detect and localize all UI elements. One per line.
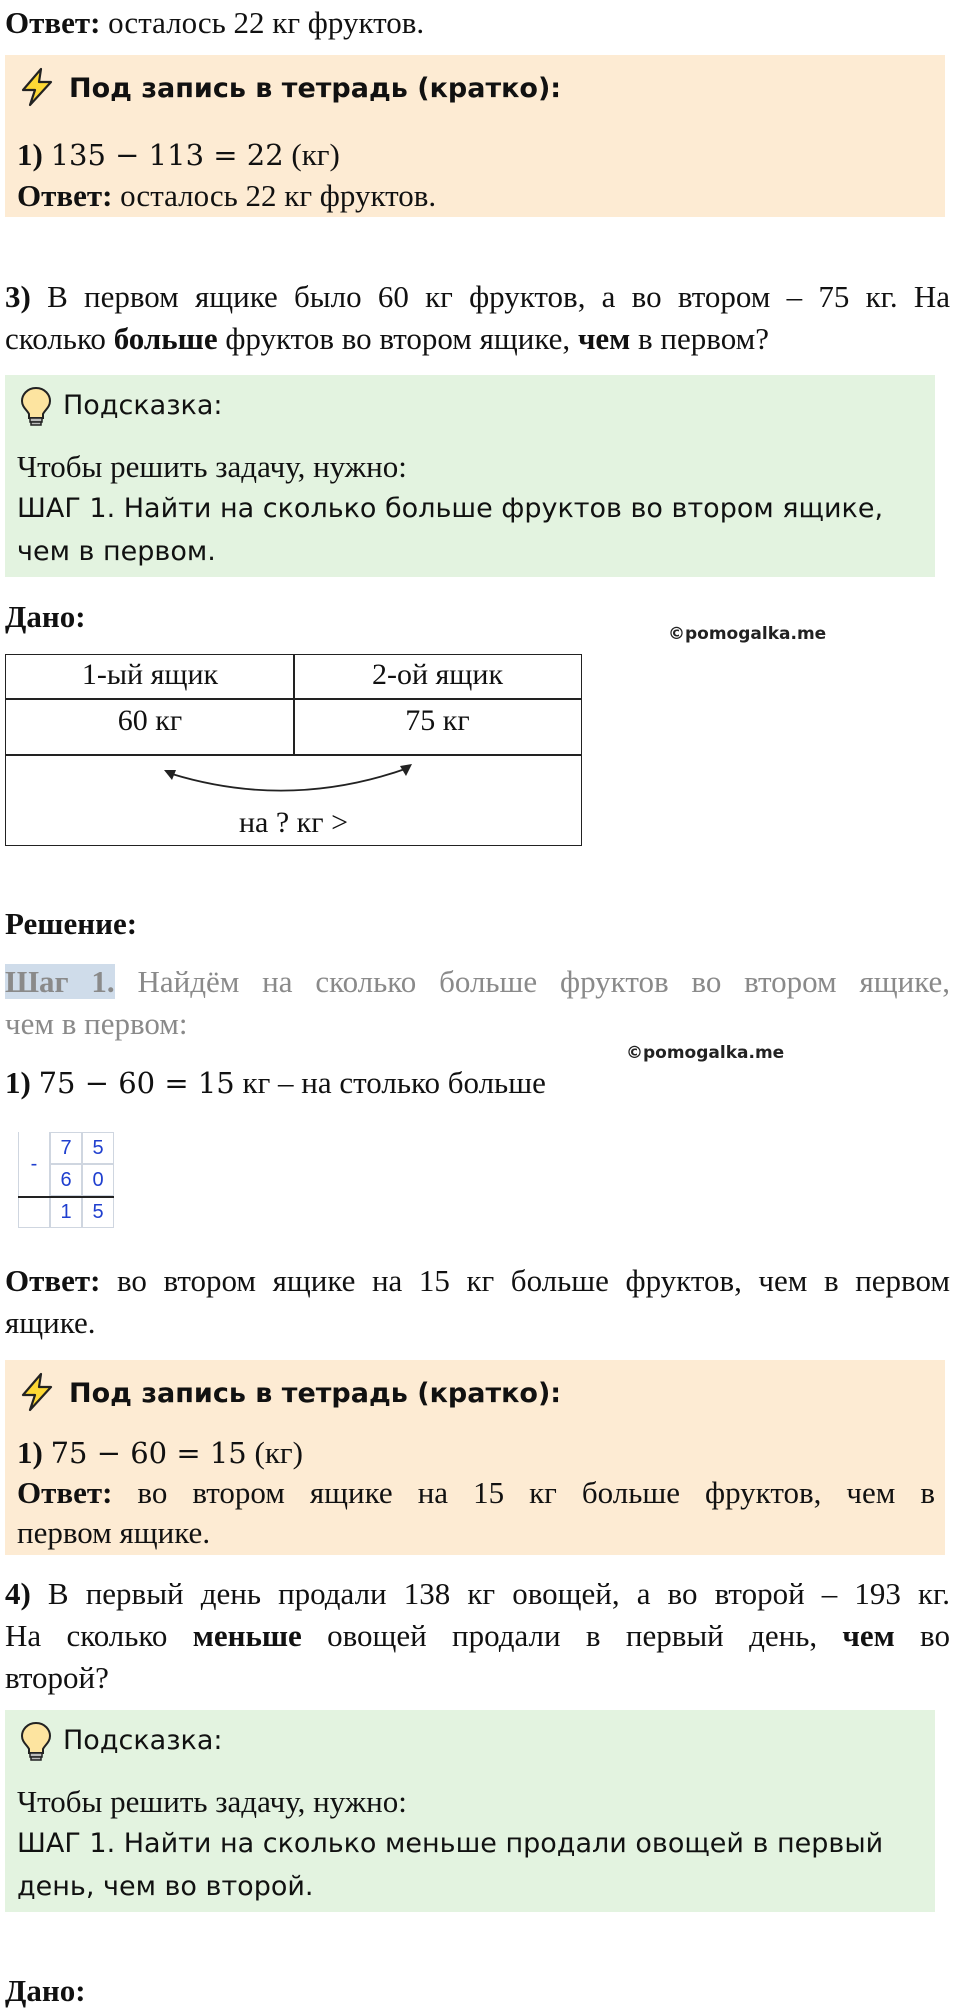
hint-title: Подсказка: [63, 1725, 223, 1756]
watermark-2: ©pomogalka.me [626, 1043, 785, 1063]
task-4 [5, 1573, 950, 1699]
solution-label: Решение: [5, 906, 138, 941]
answer-text: осталось 22 кг фруктов. [100, 5, 425, 40]
task-3 [5, 276, 950, 360]
note-answer-line-2: первом ящике. [17, 1515, 211, 1550]
task-4-line-2: На сколько меньше овощей продали в первый день, чем во [5, 1618, 950, 1653]
given-label: Дано: [5, 599, 86, 634]
hint-box [5, 375, 935, 577]
table-value-box-2: 75 кг [293, 698, 582, 756]
hint-line-1: Чтобы решить задачу, нужно: [17, 449, 407, 484]
hint-line-1: Чтобы решить задачу, нужно: [17, 1784, 407, 1819]
digit-cell: 1 [50, 1196, 82, 1228]
lightbulb-icon [19, 1720, 53, 1762]
note-box-title: Под запись в тетрадь (кратко): [69, 73, 562, 104]
note-box [5, 55, 945, 217]
table-value-box-1: 60 кг [5, 698, 295, 756]
table-header-box-1: 1-ый ящик [5, 654, 295, 700]
note-line-1: 1) 135 − 113 = 22 (кг) [17, 137, 340, 172]
result-line [18, 1196, 114, 1198]
step-1-label: Шаг 1. [5, 964, 115, 999]
comparison-arc-arrow [160, 760, 420, 800]
note-answer-line-1: Ответ: во втором ящике на 15 кг больше фруктов, чем в [17, 1475, 935, 1510]
watermark: ©pomogalka.me [668, 624, 827, 644]
task-4-line-3: второй? [5, 1660, 109, 1695]
digit-cell: 6 [50, 1164, 82, 1196]
answer-3: Ответ: во втором ящике на 15 кг больше фруктов, чем в первом ящике. [5, 1263, 950, 1340]
hint-line-3: день, чем во второй. [17, 1871, 314, 1902]
task-3-line-1: 3) В первом ящике было 60 кг фруктов, а во втором – 75 кг. На [5, 279, 950, 314]
lightning-icon [17, 1372, 57, 1412]
hint-title: Подсказка: [63, 390, 223, 421]
lightbulb-icon [19, 385, 53, 427]
table-comparison-cell: на ? кг > [5, 754, 582, 846]
note-box-title: Под запись в тетрадь (кратко): [69, 1378, 562, 1409]
note-box-2 [5, 1360, 945, 1555]
top-answer [5, 2, 424, 44]
hint-box-2 [5, 1710, 935, 1912]
hint-line-3: чем в первом. [17, 536, 216, 567]
digit-cell: 5 [82, 1196, 114, 1228]
given-label-2: Дано: [5, 1973, 86, 2008]
note-answer: Ответ: осталось 22 кг фруктов. [17, 178, 437, 213]
empty-cell [18, 1196, 50, 1228]
calc-1: 1) 75 − 60 = 15 кг – на столько больше [5, 1065, 546, 1100]
digit-cell: 5 [82, 1132, 114, 1164]
digit-cell: 7 [50, 1132, 82, 1164]
lightning-icon [17, 67, 57, 107]
minus-sign: - [18, 1132, 50, 1196]
task-3-line-2: сколько больше фруктов во втором ящике, чем в первом? [5, 321, 769, 356]
note-line-1: 1) 75 − 60 = 15 (кг) [17, 1435, 303, 1470]
task-4-line-1: 4) В первый день продали 138 кг овощей, а во второй – 193 кг. [5, 1576, 950, 1611]
step-1: Шаг 1. Найдём на сколько больше фруктов во втором ящике, чем в первом: [5, 964, 950, 1041]
answer-label: Ответ: [5, 5, 101, 40]
hint-line-2: ШАГ 1. Найти на сколько больше фруктов во втором ящике, [17, 493, 884, 524]
digit-cell: 0 [82, 1164, 114, 1196]
table-header-box-2: 2-ой ящик [293, 654, 582, 700]
hint-line-2: ШАГ 1. Найти на сколько меньше продали овощей в первый [17, 1828, 884, 1859]
